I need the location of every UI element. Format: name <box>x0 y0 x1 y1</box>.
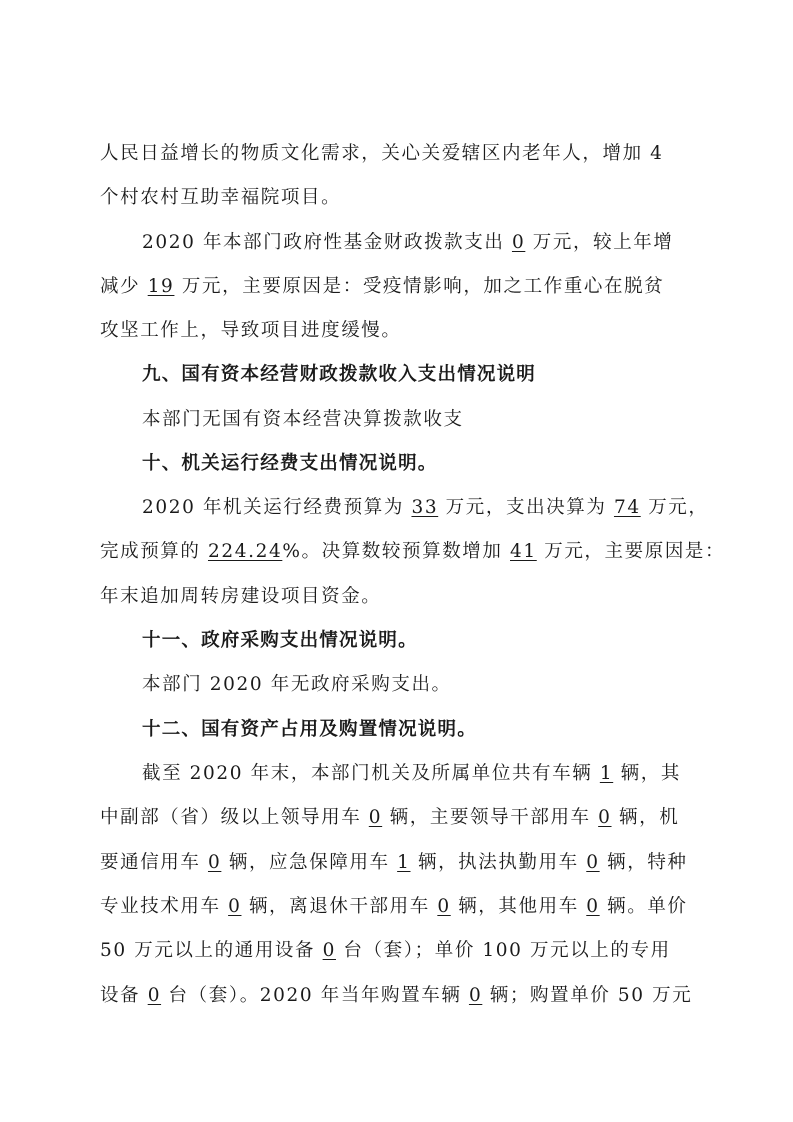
underlined-value: 33 <box>411 497 439 518</box>
underlined-value: 0 <box>598 807 612 828</box>
underlined-value: 0 <box>586 896 600 917</box>
underlined-value: 224.24 <box>207 541 283 562</box>
paragraph-line: 2020 年机关运行经费预算为 33 万元，支出决算为 74 万元， <box>142 497 709 518</box>
paragraph-line: 年末追加周转房建设项目资金。 <box>100 586 382 607</box>
underlined-value: 0 <box>207 852 222 873</box>
underlined-value: 74 <box>613 497 641 518</box>
paragraph-line: 攻坚工作上，导致项目进度缓慢。 <box>100 320 402 341</box>
underlined-value: 0 <box>468 985 483 1006</box>
underlined-value: 0 <box>228 896 242 917</box>
paragraph-line: 人民日益增长的物质文化需求，关心关爱辖区内老年人，增加 4 <box>100 143 664 164</box>
paragraph-line: 中副部（省）级以上领导用车 0 辆，主要领导干部用车 0 辆，机 <box>100 807 680 828</box>
paragraph-line: 个村农村互助幸福院项目。 <box>100 187 342 208</box>
underlined-value: 0 <box>368 807 383 828</box>
underlined-value: 1 <box>599 763 614 784</box>
paragraph-line: 设备 0 台（套）。2020 年当年购置车辆 0 辆；购置单价 50 万元 <box>100 985 693 1006</box>
underlined-value: 41 <box>510 541 537 562</box>
section-heading-11: 十一、政府采购支出情况说明。 <box>142 630 418 651</box>
underlined-value: 0 <box>511 232 526 253</box>
underlined-value: 19 <box>147 276 175 297</box>
underlined-value: 0 <box>586 852 600 873</box>
underlined-value: 0 <box>147 985 162 1006</box>
section-heading-10: 十、机关运行经费支出情况说明。 <box>142 453 438 474</box>
paragraph-line: 本部门无国有资本经营决算拨款收支 <box>142 409 464 430</box>
paragraph-line: 截至 2020 年末，本部门机关及所属单位共有车辆 1 辆，其 <box>142 763 681 784</box>
underlined-value: 0 <box>437 896 451 917</box>
paragraph-line: 减少 19 万元，主要原因是：受疫情影响，加之工作重心在脱贫 <box>100 276 665 297</box>
paragraph-line: 50 万元以上的通用设备 0 台（套）；单价 100 万元以上的专用 <box>100 940 671 961</box>
underlined-value: 1 <box>397 852 411 873</box>
underlined-value: 0 <box>322 940 336 961</box>
paragraph-line: 专业技术用车 0 辆，离退休干部用车 0 辆，其他用车 0 辆。单价 <box>100 896 688 917</box>
paragraph-line: 完成预算的 224.24%。决算数较预算数增加 41 万元，主要原因是： <box>100 541 726 562</box>
paragraph-line: 要通信用车 0 辆，应急保障用车 1 辆，执法执勤用车 0 辆，特种 <box>100 852 688 873</box>
paragraph-line: 2020 年本部门政府性基金财政拨款支出 0 万元，较上年增 <box>142 232 674 253</box>
section-heading-9: 九、国有资本经营财政拨款收入支出情况说明 <box>142 364 537 385</box>
paragraph-line: 本部门 2020 年无政府采购支出。 <box>142 674 452 695</box>
section-heading-12: 十二、国有资产占用及购置情况说明。 <box>142 719 477 740</box>
